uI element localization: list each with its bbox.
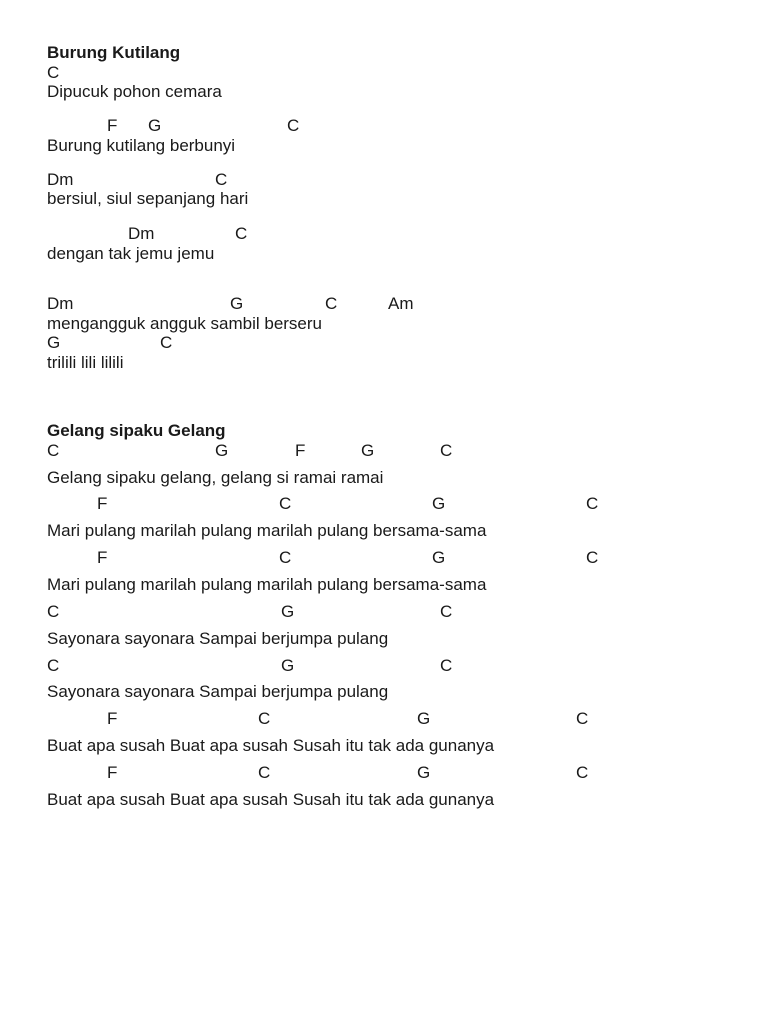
chord: Am: [388, 294, 414, 313]
chord: C: [258, 709, 271, 728]
chord: Dm: [47, 170, 74, 189]
chord: F: [97, 548, 108, 567]
chord: C: [325, 294, 338, 313]
chord: G: [361, 441, 375, 460]
chord: Dm: [47, 294, 74, 313]
lyric-line: trilili lili lilili: [47, 353, 124, 372]
chord: C: [235, 224, 248, 243]
chord: C: [215, 170, 228, 189]
chord: C: [47, 441, 60, 460]
chord: C: [440, 656, 453, 675]
chord: C: [586, 548, 599, 567]
chord: C: [576, 763, 589, 782]
chord: C: [279, 548, 292, 567]
lyric-line: Buat apa susah Buat apa susah Susah itu tak ada gunanya: [47, 790, 495, 809]
chord: C: [586, 494, 599, 513]
lyric-line: Sayonara sayonara Sampai berjumpa pulang: [47, 682, 389, 701]
chord: F: [295, 441, 306, 460]
song-title: Gelang sipaku Gelang: [47, 421, 226, 440]
chord: C: [440, 602, 453, 621]
chord: C: [287, 116, 300, 135]
chord: F: [107, 116, 118, 135]
chord: C: [160, 333, 173, 352]
chord: F: [107, 709, 118, 728]
lyric-line: Sayonara sayonara Sampai berjumpa pulang: [47, 629, 389, 648]
chord: G: [281, 602, 295, 621]
chord: G: [47, 333, 61, 352]
chord: G: [148, 116, 162, 135]
chord: G: [281, 656, 295, 675]
lyric-line: Burung kutilang berbunyi: [47, 136, 236, 155]
lyric-line: Mari pulang marilah pulang marilah pulang bersama-sama: [47, 575, 487, 594]
chord: C: [258, 763, 271, 782]
chord: C: [47, 63, 60, 82]
chord: G: [432, 548, 446, 567]
lyric-line: Mari pulang marilah pulang marilah pulang bersama-sama: [47, 521, 487, 540]
lyric-line: Gelang sipaku gelang, gelang si ramai ramai: [47, 468, 384, 487]
chord: C: [47, 602, 60, 621]
chord: Dm: [128, 224, 155, 243]
chord: G: [432, 494, 446, 513]
lyric-line: Dipucuk pohon cemara: [47, 82, 222, 101]
lyric-line: mengangguk angguk sambil berseru: [47, 314, 323, 333]
chord: G: [417, 763, 431, 782]
lyric-line: dengan tak jemu jemu: [47, 244, 215, 263]
chord: C: [279, 494, 292, 513]
lyric-line: Buat apa susah Buat apa susah Susah itu tak ada gunanya: [47, 736, 495, 755]
chord: F: [97, 494, 108, 513]
chord: G: [230, 294, 244, 313]
chord: C: [576, 709, 589, 728]
chord: C: [440, 441, 453, 460]
chord: F: [107, 763, 118, 782]
chord: C: [47, 656, 60, 675]
song-title: Burung Kutilang: [47, 43, 181, 62]
chord: G: [215, 441, 229, 460]
lyric-line: bersiul, siul sepanjang hari: [47, 189, 249, 208]
chord: G: [417, 709, 431, 728]
